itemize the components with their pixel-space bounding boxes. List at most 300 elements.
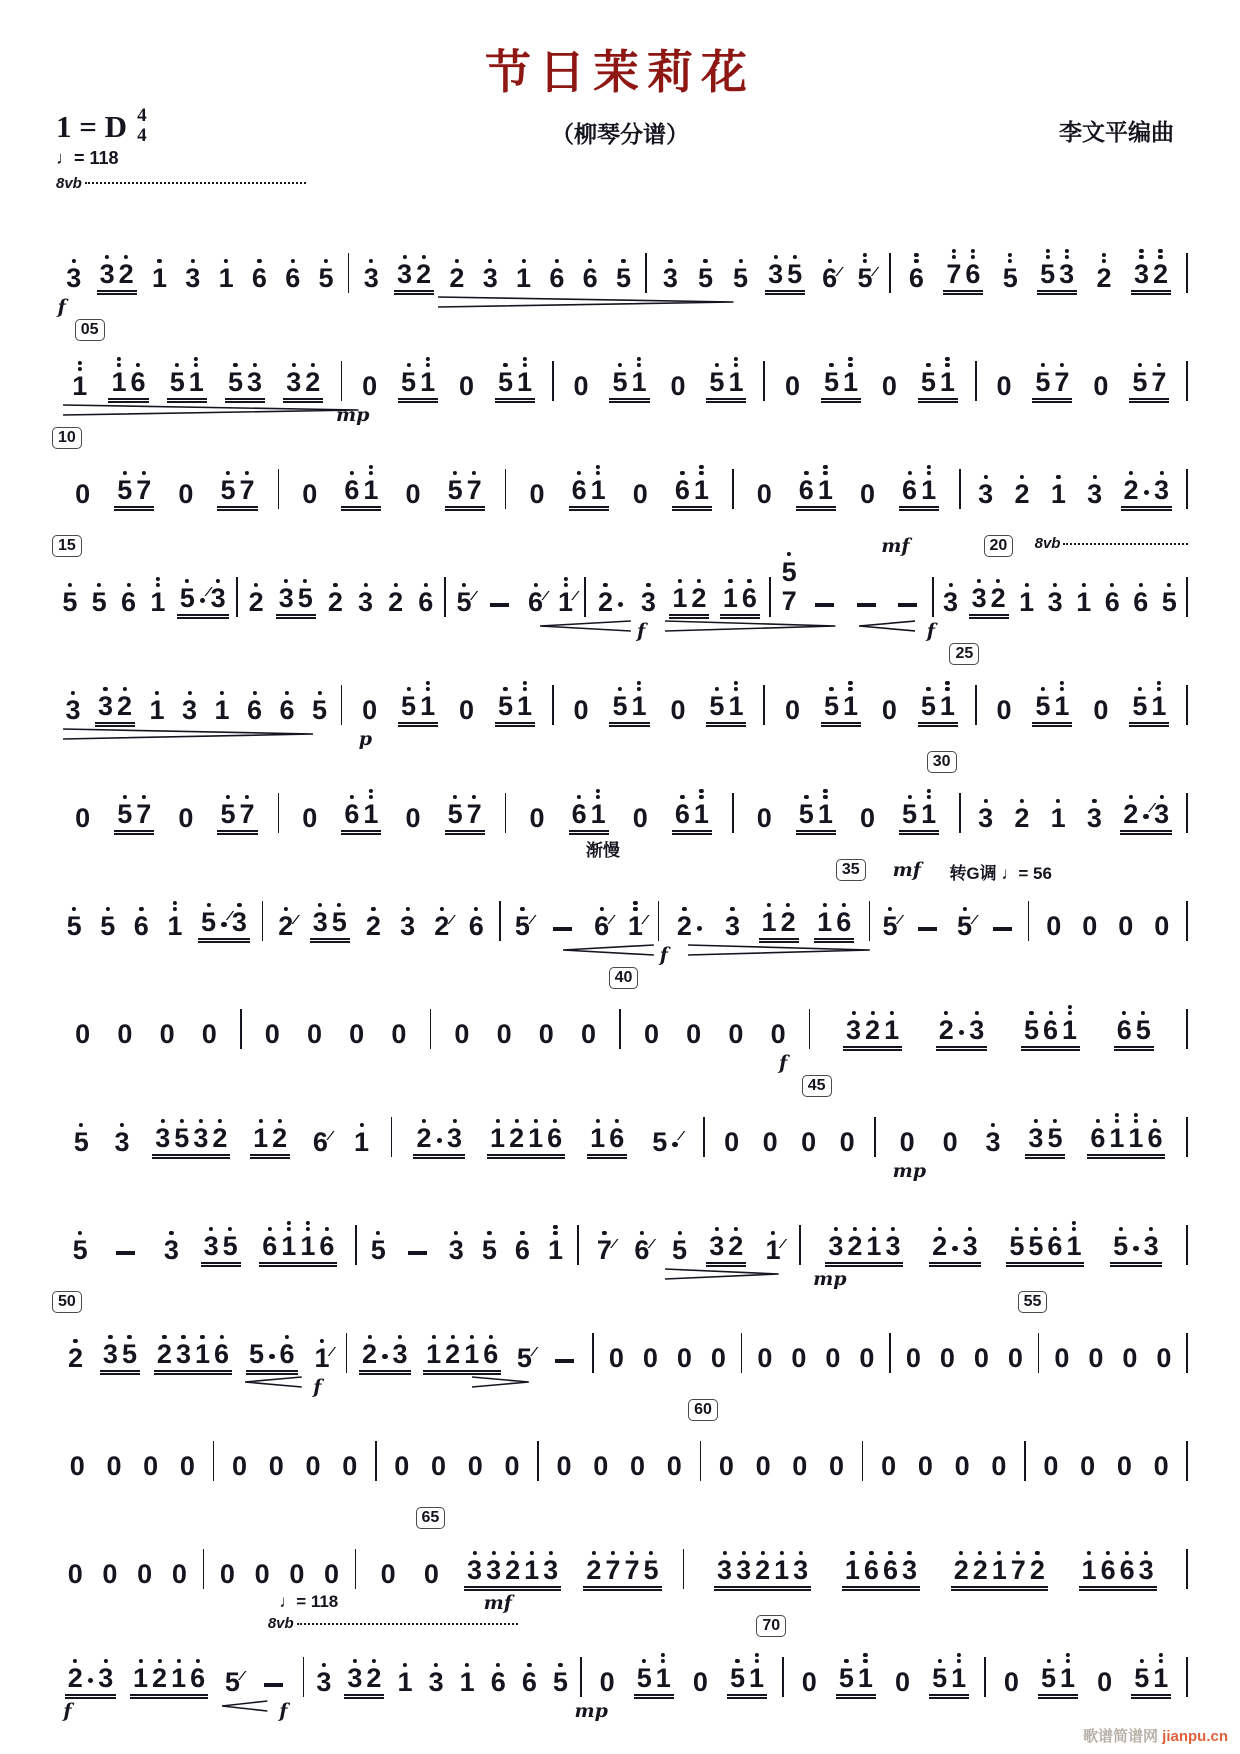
note-group	[837, 1129, 858, 1159]
octave-dots	[216, 579, 220, 583]
octave-dots	[219, 1335, 223, 1339]
note-digit: 1	[630, 369, 649, 396]
octave-dots	[1144, 1551, 1148, 1555]
note-group	[857, 481, 878, 511]
note-digit: 3	[883, 1233, 902, 1260]
note-digit: 6	[312, 1127, 328, 1157]
octave-dot	[1139, 583, 1143, 587]
octave-dot	[73, 1339, 77, 1343]
octave-dot	[123, 795, 127, 799]
note-digit: 6	[416, 589, 435, 616]
octave-dots	[369, 789, 373, 799]
octave-dot	[320, 1339, 324, 1343]
note-group	[368, 1237, 389, 1267]
note-digit: 0	[1082, 911, 1098, 941]
annotation-band-below	[52, 1699, 1188, 1722]
octave-dot	[406, 363, 410, 367]
crescendo-hairpin	[222, 1700, 267, 1712]
note-digit: 0	[69, 1451, 85, 1481]
octave-dots	[527, 1663, 531, 1667]
note-group	[454, 588, 475, 619]
octave-dots	[155, 691, 159, 695]
note-group	[304, 1021, 325, 1051]
note-group	[722, 913, 743, 943]
annotation-band-above	[52, 318, 1188, 345]
octave-dots	[978, 1551, 982, 1555]
octave-dot	[945, 363, 949, 367]
note-digit: 1	[816, 801, 835, 828]
note-digit: 5	[1111, 1233, 1130, 1260]
octave-dots	[226, 795, 230, 799]
note-digit: 1	[1060, 1017, 1079, 1044]
octave-dots	[611, 1551, 615, 1555]
note-group	[341, 477, 381, 511]
annotation-band-above	[52, 534, 1188, 561]
note-digit: 5	[652, 1127, 668, 1157]
annotation-band-below	[52, 943, 1188, 966]
note-digit: 6	[632, 1237, 651, 1264]
octave-line	[56, 175, 306, 192]
note-digit: 0	[784, 371, 801, 401]
octave-dot	[1157, 363, 1161, 367]
octave-dots	[1016, 1551, 1020, 1555]
note-group	[843, 1017, 902, 1051]
note-digit: 3	[277, 585, 296, 612]
decrescendo-hairpin	[63, 404, 358, 416]
octave-dots	[520, 907, 524, 911]
note-group	[199, 1021, 220, 1051]
octave-dots	[907, 795, 911, 799]
note-digit: 0	[666, 1451, 682, 1481]
note-digit: 2	[155, 1341, 174, 1368]
octave-dot	[180, 1119, 184, 1123]
note-digit: 3	[1085, 805, 1104, 832]
note-group	[940, 589, 961, 619]
octave-dots	[126, 583, 130, 587]
octave-dots	[1041, 687, 1045, 691]
note-digit: 0	[756, 803, 772, 833]
octave-dots	[602, 1231, 606, 1235]
note-digit: 0	[178, 803, 194, 833]
measure-number-10: 10	[52, 427, 82, 449]
measure	[349, 261, 645, 295]
measure	[554, 693, 764, 727]
note-group	[640, 1345, 661, 1375]
octave-dot	[618, 363, 622, 367]
octave-dot	[1115, 1113, 1119, 1117]
octave-dots	[1048, 1011, 1052, 1015]
note-digit: 5	[1001, 265, 1020, 292]
octave-dots	[530, 1551, 534, 1555]
note-digit: 3	[976, 481, 995, 508]
octave-dot	[1140, 1659, 1144, 1663]
note-group	[1151, 913, 1172, 943]
octave-dots	[600, 907, 604, 911]
note-group	[157, 1021, 178, 1051]
octave-dot	[793, 255, 797, 259]
octave-dot	[176, 1659, 180, 1663]
note-digit: 2	[596, 589, 615, 616]
note-digit: 1	[187, 369, 206, 396]
octave-dot	[432, 1335, 436, 1339]
octave-dots	[337, 903, 341, 907]
octave-dot	[890, 1011, 894, 1015]
note-group	[212, 697, 233, 727]
note-group	[321, 1561, 342, 1591]
octave-dots	[1029, 1011, 1033, 1015]
note-digit: 2	[937, 1017, 956, 1044]
barline	[1186, 361, 1188, 401]
note-digit: 3	[345, 1665, 364, 1692]
note-digit: 0	[954, 1451, 970, 1481]
octave-dots	[68, 583, 72, 587]
octave-dots	[907, 1551, 911, 1555]
octave-dot	[1048, 1011, 1052, 1015]
note-digit: 3	[356, 589, 375, 616]
note-group	[259, 1233, 337, 1267]
octave-dot	[511, 1551, 515, 1555]
octave-dot	[787, 552, 791, 556]
octave-dot	[369, 465, 373, 469]
note-digit: 5	[1038, 261, 1057, 288]
octave-dot	[252, 691, 256, 695]
octave-dots	[181, 1335, 185, 1339]
note-digit: 2	[989, 585, 1008, 612]
octave-dots	[218, 1119, 222, 1123]
octave-dots	[522, 357, 526, 367]
note-group	[856, 1345, 877, 1375]
note-group	[457, 1669, 478, 1699]
note-group	[765, 261, 805, 295]
octave-dot	[317, 691, 321, 695]
octave-dot	[228, 1227, 232, 1231]
note-digit: 5	[513, 913, 532, 940]
octave-dots	[318, 903, 322, 907]
octave-dots	[252, 691, 256, 695]
octave-dot	[734, 681, 738, 685]
note-group	[1090, 373, 1111, 403]
octave-dot	[1139, 249, 1143, 253]
barline	[1186, 1333, 1188, 1373]
octave-dot	[1041, 363, 1045, 367]
octave-dot	[633, 907, 637, 911]
note-digit: 3	[983, 1129, 1002, 1156]
note-group	[879, 697, 900, 727]
note-digit: 2	[247, 589, 266, 616]
measure	[579, 1233, 799, 1267]
note-digit: 1	[1126, 1125, 1145, 1152]
note-group	[421, 1561, 442, 1591]
octave-dots	[534, 1119, 538, 1123]
octave-dot	[285, 1335, 289, 1339]
octave-dots	[117, 357, 121, 367]
note-group	[1129, 369, 1169, 403]
note-digit: 3	[967, 1017, 986, 1044]
measure	[342, 369, 552, 403]
note-digit: 1	[626, 913, 645, 940]
note-group	[627, 1453, 648, 1483]
note-group	[1037, 261, 1077, 295]
note-digit: 0	[75, 1019, 91, 1049]
octave-dot	[156, 577, 160, 581]
octave-dot	[369, 795, 373, 799]
note-digit: 5	[90, 589, 109, 616]
octave-dot	[71, 691, 75, 695]
note-digit: 2	[326, 589, 345, 616]
octave-dots	[927, 465, 931, 475]
octave-dots	[984, 475, 988, 479]
note-digit: 3	[976, 805, 995, 832]
octave-dot	[621, 259, 625, 263]
octave-dot	[1159, 795, 1163, 799]
octave-dot	[668, 259, 672, 263]
note-digit: 3	[180, 697, 199, 724]
note-group	[940, 1129, 961, 1159]
measure	[961, 477, 1187, 511]
note-group	[1153, 1345, 1174, 1375]
note-group	[65, 1561, 86, 1591]
text-annotation: 转G调 ♩= 56	[949, 864, 1052, 883]
note-digit: 3	[1142, 1233, 1161, 1260]
octave-dot	[1008, 259, 1012, 263]
octave-dot	[472, 1551, 476, 1555]
note-digit: 0	[219, 1559, 235, 1589]
note-digit: 3	[1085, 481, 1104, 508]
note-group	[1011, 481, 1032, 511]
octave-dots	[1110, 583, 1114, 587]
octave-dots	[682, 907, 686, 911]
octave-dots	[454, 1231, 458, 1235]
note-group	[1102, 589, 1123, 619]
octave-dot	[369, 789, 373, 793]
octave-dot	[451, 1335, 455, 1339]
note-digit: 3	[362, 265, 381, 292]
note-digit: 0	[529, 803, 545, 833]
octave-dot	[521, 259, 525, 263]
measure-number-70: 70	[756, 1615, 786, 1637]
note-digit: 1	[352, 1129, 371, 1156]
octave-dot	[1025, 583, 1029, 587]
octave-dots	[680, 795, 684, 799]
note-digit: 5	[919, 693, 938, 720]
note-digit: 0	[1093, 371, 1109, 401]
octave-dots	[105, 255, 109, 259]
note-digit: 5	[317, 265, 336, 292]
octave-dot	[697, 579, 701, 583]
octave-dot	[699, 795, 703, 799]
octave-dot	[596, 465, 600, 469]
octave-dots	[754, 1653, 758, 1663]
note-group	[283, 369, 323, 403]
note-group	[583, 1557, 661, 1591]
octave-dots	[649, 1551, 653, 1555]
note-digit: 0	[454, 1019, 470, 1049]
measure	[986, 1665, 1187, 1699]
octave-dot	[649, 1551, 653, 1555]
octave-dots	[642, 1659, 646, 1663]
octave-dots	[291, 259, 295, 263]
octave-dot	[888, 1551, 892, 1555]
tempo-mark: ♩= 118	[279, 1592, 339, 1611]
note-digit: 1	[418, 693, 437, 720]
note-group	[929, 1665, 969, 1699]
note-digit: 0	[159, 1019, 175, 1049]
note-group	[842, 1557, 920, 1591]
octave-dot	[520, 1231, 524, 1235]
measure	[304, 1665, 580, 1699]
octave-dot	[952, 255, 956, 259]
note-digit: 0	[423, 1559, 439, 1589]
octave-dot	[1158, 249, 1162, 253]
note-group	[630, 481, 651, 511]
duration-dash	[408, 1251, 427, 1255]
note-digit: 0	[859, 1343, 875, 1373]
dynamic-mp: mp	[336, 404, 370, 426]
note-digit: 1	[361, 801, 380, 828]
note-group	[71, 1129, 92, 1159]
note-digit: 3	[707, 1233, 726, 1260]
note-group	[1085, 1345, 1106, 1375]
note-digit: 6	[1041, 1017, 1060, 1044]
note-group	[982, 1129, 1003, 1159]
note-digit: 1	[217, 265, 236, 292]
octave-dot	[254, 583, 258, 587]
note-digit: 0	[630, 1451, 646, 1481]
note-group	[649, 1128, 682, 1159]
note-digit: 2	[675, 913, 694, 940]
note-digit: 5	[856, 265, 875, 292]
octave-dots	[734, 681, 738, 691]
octave-dot	[1016, 1551, 1020, 1555]
note-digit: 6	[1118, 1557, 1137, 1584]
annotation-band-below	[52, 1483, 1188, 1506]
octave-dot	[907, 1551, 911, 1555]
note-digit: 1	[692, 477, 711, 504]
octave-dot	[926, 687, 930, 691]
octave-dot	[730, 907, 734, 911]
note-group	[1043, 913, 1064, 943]
note-group	[361, 265, 382, 295]
note-group	[311, 1344, 332, 1375]
octave-dot	[938, 1227, 942, 1231]
octave-dots	[1119, 1227, 1123, 1231]
octave-dot	[1020, 799, 1024, 803]
octave-dots	[1072, 1221, 1076, 1231]
note-digit: 0	[431, 1451, 447, 1481]
note-digit: 2	[66, 1665, 85, 1692]
octave-dot	[715, 687, 719, 691]
note-group	[1045, 589, 1066, 619]
note-group	[638, 589, 659, 619]
annotation-band-above	[52, 1398, 1188, 1425]
octave-dots	[533, 583, 537, 587]
dot-separator	[382, 1354, 388, 1360]
octave-dots	[369, 465, 373, 475]
note-digit: 5	[551, 1669, 570, 1696]
octave-dots	[938, 1227, 942, 1231]
octave-dots	[1020, 799, 1024, 803]
note-digit: 6	[1099, 1557, 1118, 1584]
note-digit: 0	[289, 1559, 305, 1589]
measure	[539, 1453, 700, 1483]
note-digit: 5	[115, 801, 134, 828]
octave-dots	[829, 363, 833, 367]
octave-dot	[577, 795, 581, 799]
note-group	[229, 1453, 250, 1483]
octave-dots	[959, 1551, 963, 1555]
octave-dot	[515, 1119, 519, 1123]
octave-dots	[630, 1551, 634, 1555]
octave-dot	[157, 1659, 161, 1663]
note-digit: 2	[364, 913, 383, 940]
measure	[1029, 913, 1186, 943]
note-digit: 7	[237, 801, 256, 828]
note-digit: 0	[102, 1559, 118, 1589]
octave-dots	[926, 687, 930, 691]
octave-dots	[615, 1119, 619, 1123]
note-digit: 5	[1033, 693, 1052, 720]
octave-dot	[558, 1663, 562, 1667]
note-digit: 0	[881, 371, 897, 401]
octave-dot	[226, 795, 230, 799]
measure	[52, 801, 278, 835]
octave-dots	[888, 1551, 892, 1555]
note-group	[695, 265, 716, 295]
note-digit: 1	[1017, 589, 1036, 616]
octave-dot	[1129, 795, 1133, 799]
octave-dot	[952, 249, 956, 253]
note-digit: 0	[459, 695, 475, 725]
octave-dot	[306, 1227, 310, 1231]
barline	[1186, 1225, 1188, 1265]
note-digit: 3	[96, 693, 115, 720]
octave-dots	[278, 1119, 282, 1123]
note-digit: 1	[949, 1665, 968, 1692]
octave-dots	[1149, 1227, 1153, 1231]
measure	[52, 693, 341, 727]
note-digit: 2	[1028, 1557, 1047, 1584]
measure	[934, 585, 1187, 619]
dot-separator	[618, 602, 624, 608]
note-group	[526, 481, 547, 511]
note-group	[754, 481, 775, 511]
octave-dot	[945, 687, 949, 691]
note-digit: 0	[895, 1667, 911, 1697]
note-group	[906, 265, 927, 295]
note-group	[759, 909, 799, 943]
note-digit: 2	[414, 1125, 433, 1152]
note-digit: 0	[268, 1451, 284, 1481]
note-digit: 3	[484, 1557, 503, 1584]
octave-dots	[1159, 471, 1163, 475]
note-digit: 0	[942, 1127, 958, 1157]
octave-dots	[491, 1551, 495, 1555]
note-digit: 2	[952, 1557, 971, 1584]
octave-dot	[103, 687, 107, 691]
note-group	[446, 265, 467, 295]
octave-dots	[823, 903, 827, 907]
octave-dot	[983, 799, 987, 803]
note-digit: 1	[169, 1665, 188, 1692]
note-group	[796, 477, 836, 511]
note-group	[782, 697, 803, 727]
note-group	[316, 265, 337, 295]
note-digit: 6	[260, 1233, 279, 1260]
octave-dot	[891, 1227, 895, 1231]
note-digit: 5	[218, 477, 237, 504]
note-digit: 0	[608, 1343, 624, 1373]
octave-dots	[844, 1659, 848, 1663]
